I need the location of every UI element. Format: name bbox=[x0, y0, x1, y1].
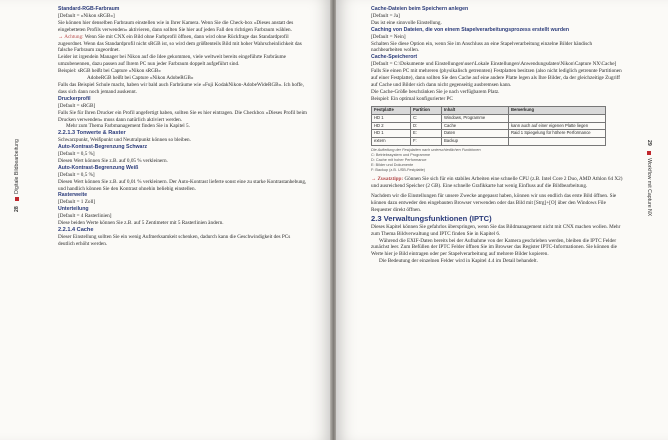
arrow-icon: → bbox=[58, 33, 64, 40]
table-row bbox=[372, 122, 606, 130]
table-cell: HD 1 bbox=[372, 130, 411, 138]
table-row bbox=[372, 138, 606, 146]
heading: Druckerprofil bbox=[58, 95, 91, 102]
paragraph: Die Cache-Größe beschränken Sie je nach verfügbarem Platz. bbox=[371, 88, 500, 95]
table-cell: Daten bbox=[442, 130, 509, 138]
table-cell: C: bbox=[411, 114, 442, 122]
paragraph: Falls Sie für Ihren Drucker ein Profil angefertigt haben, sollten Sie es hier eintragen. Die Checkbox «Dieses Profil beim Drucken verwenden» muss dann natürlich aktiviert werden. bbox=[58, 109, 307, 123]
paragraph: Die Bedeutung der einzelnen Felder wird in Kapitel 4.4 im Detail behandelt. bbox=[379, 258, 538, 265]
table-header-row bbox=[372, 106, 606, 114]
paragraph: Diesen Wert können Sie z.B. auf 0,01 % verkleinern. Der Auto-Kontrast lieferte sonst eine zu starke Kontrastanhebung, und handlich können Sie den Kontrast ohnehin beliebig einstellen. bbox=[58, 178, 307, 192]
section-title: 2.3 Verwaltungsfunktionen (IPTC) bbox=[371, 213, 492, 223]
right-running-head bbox=[646, 140, 652, 216]
paragraph: Diese beiden Werte können Sie z.B. auf 5 Zentimeter mit 5 Rasterlinien ändern. bbox=[58, 220, 224, 227]
extra-tip bbox=[371, 176, 623, 190]
table-legend bbox=[371, 148, 623, 173]
default-value: [Default = 0,5 %] bbox=[58, 151, 95, 158]
legend-line: D: Cache mit hoher Performance bbox=[371, 158, 427, 163]
table-row bbox=[372, 130, 606, 138]
table-header: Festplatte bbox=[372, 106, 411, 114]
left-page-number: 28 bbox=[14, 206, 20, 212]
default-value: [Default = sRGB] bbox=[58, 102, 96, 109]
heading: Cache-Dateien beim Speichern anlegen bbox=[371, 6, 469, 12]
paragraph: Mehr zum Thema Farbmanagement finden Sie in Kapitel 5. bbox=[66, 123, 190, 130]
subsection-title: 2.2.1.3 Tonwerte & Raster bbox=[58, 130, 126, 137]
default-value: [Default = 1 Zoll] bbox=[58, 199, 96, 206]
heading: Auto-Kontrast-Begrenzung Weiß bbox=[58, 164, 139, 171]
legend-line: F: Backup (z.B. USB-Festplatte) bbox=[371, 168, 426, 173]
heading: Cache-Speicherort bbox=[371, 54, 418, 61]
table-cell bbox=[509, 114, 606, 122]
example-line: AdobeRGB heißt bei Capture «Nikon AdobeRGB» bbox=[87, 75, 194, 82]
table-header: Bemerkung bbox=[509, 106, 606, 114]
table-cell: Raid 1 Spiegelung für höhere Performance bbox=[509, 130, 606, 138]
paragraph: Beispiel: Ein optimal konfigurierter PC bbox=[371, 95, 453, 102]
warning-note bbox=[58, 34, 308, 55]
warning-label: Achtung: bbox=[64, 33, 84, 40]
legend-line: C: Betriebssystem und Programme bbox=[371, 153, 431, 158]
heading: Caching von Dateien, die von einem Stapelverarbeitungsprozess erstellt wurden bbox=[371, 26, 570, 33]
table-cell: HD 1 bbox=[372, 114, 411, 122]
left-page-text bbox=[58, 6, 308, 248]
heading: Auto-Kontrast-Begrenzung Schwarz bbox=[58, 144, 148, 151]
paragraph: Diesen Wert können Sie z.B. auf 0,05 % verkleinern. bbox=[58, 157, 168, 164]
table-cell: HD 2 bbox=[372, 122, 411, 130]
default-value: [Default = 0,5 %] bbox=[58, 171, 95, 178]
table-cell: Windows, Programme bbox=[442, 114, 509, 122]
red-marker-icon bbox=[15, 197, 19, 201]
left-sidebar-title: Digitale Bildbearbeitung bbox=[14, 139, 20, 194]
paragraph: Schwarzpunkt, Weißpunkt und Neutralpunkt können so bleiben. bbox=[58, 137, 191, 144]
default-value: [Default = 4 Rasterlinien] bbox=[58, 213, 112, 220]
paragraph: Leider ist irgendein Manager bei Nikon auf die Idee gekommen, viele weltweit bereits eingeführte Farbräume umzubenennen, dazu passen auf Ihrem PC nun jeder Farbraum doppelt aufgeführt sind. bbox=[58, 54, 286, 68]
legend-line: Die Aufteilung der Festplatten nach unterschiedlichen Funktionen bbox=[371, 148, 481, 153]
paragraph: Dieser Einstellung sollten Sie ein wenig Aufmerksamkeit schenken, dadurch kann die Geschwindigkeit des PCs deutlich erhöht werden. bbox=[58, 233, 291, 247]
legend-line: E: Bilder und Dokumente bbox=[371, 163, 414, 168]
table-cell: Backup bbox=[442, 138, 509, 146]
heading: Standard-RGB-Farbraum bbox=[58, 6, 120, 12]
table-header: Inhalt bbox=[442, 106, 509, 114]
heading: Unterteilung bbox=[58, 206, 89, 213]
left-running-head bbox=[14, 139, 20, 212]
right-page-text bbox=[371, 6, 623, 265]
red-marker-icon bbox=[647, 151, 651, 155]
table-row bbox=[372, 114, 606, 122]
warning-text: Wenn Sie mit CNX ein Bild ohne Farbprofil öffnen, dann wird ohne Rückfrage das Standardprofil zugeordnet. Wenn das Standardprofil nicht sRGB ist, so wird dem größtenteils Bild mit hoher Wahrscheinlichkeit das falsche Farbraum zugeordnet. bbox=[58, 33, 302, 54]
heading: Rasterweite bbox=[58, 192, 88, 199]
table-cell: Cache bbox=[442, 122, 509, 130]
example-line: Beispiel: sRGB heißt bei Capture «Nikon sRGB» bbox=[58, 68, 161, 75]
left-page bbox=[0, 0, 331, 440]
right-sidebar-title: Workflow mit Capture NX bbox=[646, 158, 652, 217]
default-value: [Default = Nein] bbox=[371, 33, 406, 40]
paragraph: Schalten Sie diese Option ein, wenn Sie im Anschluss an eine Stapelverarbeitung einzelne Bilder händisch nachbearbeiten wollen. bbox=[371, 40, 593, 54]
paragraph: Dieses Kapitel können Sie gefahrlos überspringen, wenn Sie das Bildmanagement nicht mit CNX machen wollen. Mehr zum Thema Bildverwaltung und IPTC finden Sie in Kapitel 6. bbox=[371, 223, 621, 237]
default-value: [Default = «Nikon sRGB»] bbox=[58, 12, 115, 19]
table-cell: F: bbox=[411, 138, 442, 146]
paragraph: Während die EXIF-Daten bereits bei der Aufnahme von der Kamera geschrieben werden, bleiben die IPTC Felder zunächst leer. Zum Befüllen der IPTC Felder öffnen Sie im Browser das Register IPTC-Informationen. Sie können die Werte hier je Bild eintragen oder per Stapelverarbeitung auf mehrere Bilder kopieren. bbox=[371, 237, 617, 258]
table-cell: D: bbox=[411, 122, 442, 130]
table-cell: E: bbox=[411, 130, 442, 138]
default-value: [Default = C:\Dokumente und Einstellungen\user\Lokale Einstellungen\Anwendungsdaten\Nikon\Capture NX\Cache] bbox=[371, 61, 617, 68]
right-page-number: 29 bbox=[646, 140, 652, 146]
right-page bbox=[336, 0, 668, 440]
paragraph: Falls Sie einen PC mit mehreren (physikalisch getrennten) Festplatten besitzen (also nicht lediglich getrennte Partitionen auf einer Festplatte), dann sollten Sie den Cache auf eine andere Platte legen als Ihre Bilder, da der gleichzeitige Zugriff auf Cache und Bilder sich dann nicht gegenseitig ausbremsen kann. bbox=[371, 68, 622, 88]
tip-label: Zusatztipp: bbox=[377, 176, 404, 183]
paragraph: Das ist eine sinnvolle Einstellung. bbox=[371, 19, 442, 26]
table-cell: kann auch auf einer eigenen Platte liegen bbox=[509, 122, 606, 130]
paragraph: Falls das Beispiel Schule macht, haben wir bald auch Farbräume wie «Fuji KodakNikon-AdobeWideRGB». Ich hoffe, dass sich dann noch jemand auskennt. bbox=[58, 81, 304, 95]
arrow-icon: → bbox=[371, 176, 377, 183]
tip-text: Gönnen Sie sich für ein stabiles Arbeiten eine schnelle CPU (z.B. Intel Core 2 Duo, AMD Athlon 64 X2) und ausreichend Speicher (2 GB). Eine schnelle Grafikkarte hat wenig Einfluss auf die Bildbearbeitung. bbox=[371, 176, 623, 190]
paragraph: Nachdem wir die Einstellungen für unsere Zwecke angepasst haben, können wir uns endlich das erste Bild öffnen. Sie können dazu entweder den eingebauten Browser verwenden oder das Bild mit [Strg]+[O] über den Windows File Requester direkt öffnen. bbox=[371, 193, 617, 213]
partition-table bbox=[371, 106, 606, 147]
subsection-title: 2.2.1.4 Cache bbox=[58, 227, 94, 233]
paragraph: Sie können hier denselben Farbraum einstellen wie in Ihrer Kamera. Wenn Sie die Check-box «Dieses anstatt des eingebetteten Profils verwenden» aktivieren, dann sollten Sie hier auf jeden Fall den richtigen Farbraum wählen. bbox=[58, 19, 294, 33]
table-cell: extern bbox=[372, 138, 411, 146]
table-header: Partition bbox=[411, 106, 442, 114]
table-cell bbox=[509, 138, 606, 146]
default-value: [Default = Ja] bbox=[371, 12, 400, 19]
